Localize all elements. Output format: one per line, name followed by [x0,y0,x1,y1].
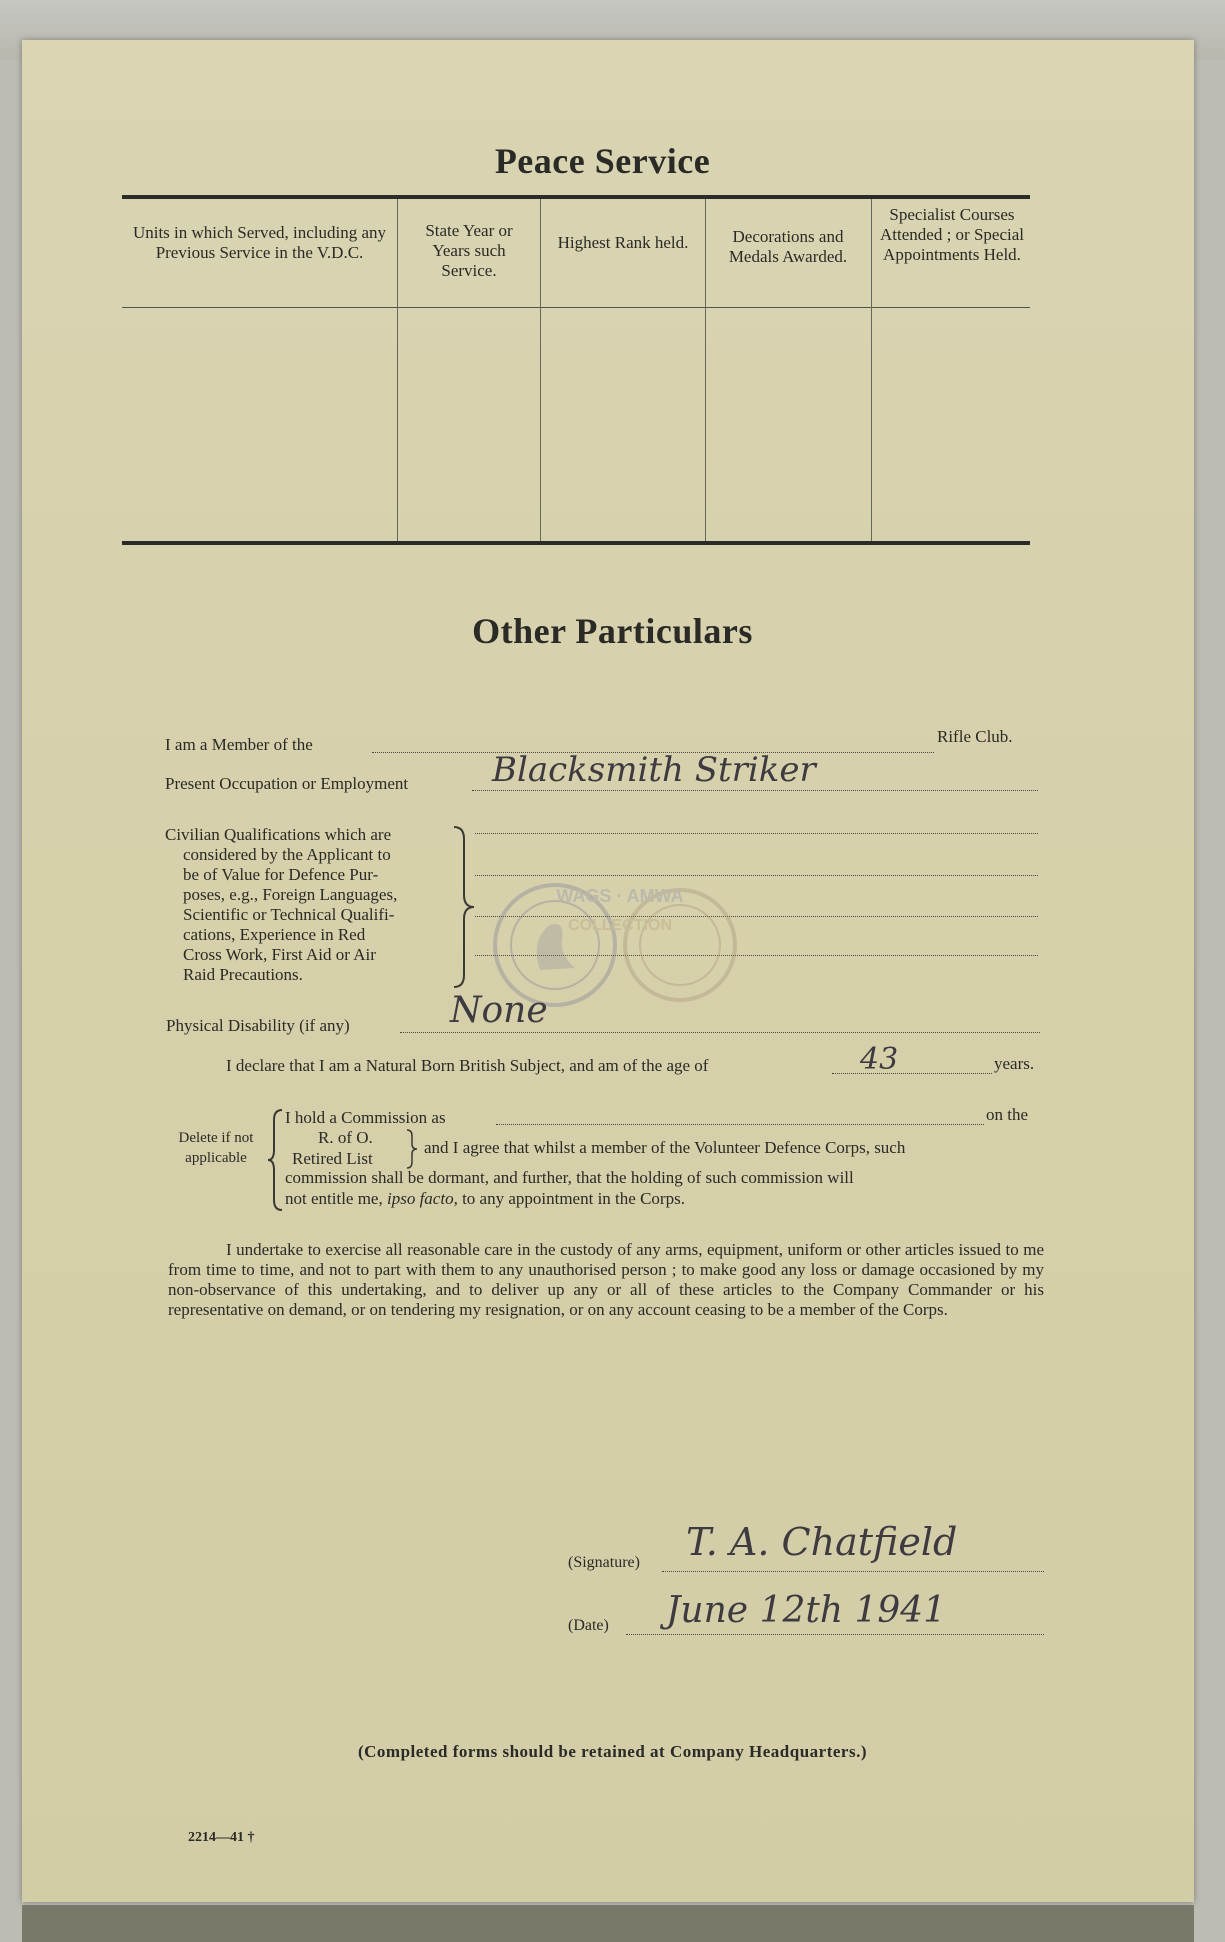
signature-handwritten: T. A. Chatfield [686,1520,958,1564]
column-header-decorations: Decorations and Medals Awarded. [728,227,848,266]
commission-dormant: commission shall be dormant, and further, that the holding of such commission will [285,1168,854,1187]
table-bottom-rule [122,541,1030,545]
retired-list-label: Retired List [292,1149,373,1168]
declaration-suffix: years. [994,1054,1035,1073]
signature-field[interactable] [662,1571,1044,1572]
member-label: I am a Member of the [165,735,313,754]
commission-field[interactable] [496,1124,984,1125]
qualifications-line: be of Value for Defence Pur- [183,865,379,884]
disability-handwritten: None [450,990,548,1031]
column-header-units: Units in which Served, including any Previous Service in the V.D.C. [132,223,387,262]
undertaking-paragraph [168,1240,1044,1320]
table-top-rule [122,195,1030,199]
footer-note: (Completed forms should be retained at Company Headquarters.) [357,1742,867,1761]
column-header-years: State Year or Years such Service. [425,221,513,280]
entitlement-suffix: , to any appointment in the Corps. [453,1189,685,1208]
commission-suffix: on the [986,1105,1029,1124]
date-field[interactable] [626,1634,1044,1635]
delete-note: Delete if not applicable [178,1130,254,1166]
column-header-rank: Highest Rank held. [557,233,689,252]
stamp-text-mid: COLLECTION [568,917,672,934]
qualifications-line: Scientific or Technical Qualifi- [183,905,395,924]
qualifications-field-line[interactable] [475,875,1038,876]
qualifications-line: cations, Experience in Red [183,925,366,944]
signature-label: (Signature) [568,1554,640,1571]
declaration-label: I declare that I am a Natural Born British Subject, and am of the age of [226,1056,709,1075]
commission-entitlement [285,1189,685,1209]
peace-service-table [122,195,1030,545]
undertaking-text: I undertake to exercise all reasonable care in the custody of any arms, equipment, uniform or other articles issued to me from time to time, and not to part with them to any unauthorised person ; to make good any loss or damage occasioned by my non-observance of this undertaking, and to deliver up any or all of these articles to the Company Commander or his representative on demand, or on tendering my resignation, or on any account ceasing to be a member of the Corps. [168,1240,1044,1319]
member-suffix: Rifle Club. [937,727,1013,746]
other-particulars-title: Other Particulars [472,611,753,651]
stamp-text-top: WAGS · AMWA [556,886,684,906]
age-handwritten: 43 [860,1042,899,1077]
qualifications-label [165,825,455,985]
table-header-rule [122,307,1030,308]
column-header-specialist: Specialist Courses Attended ; or Special Appointments Held. [880,205,1024,264]
qualifications-line: Cross Work, First Aid or Air [183,945,376,964]
qualifications-line: poses, e.g., Foreign Languages, [183,885,398,904]
qualifications-line: considered by the Applicant to [183,845,391,864]
age-field[interactable] [832,1073,992,1074]
column-divider [397,199,398,541]
ipso-facto-text: ipso facto [386,1189,454,1208]
commission-agreement: and I agree that whilst a member of the Volunteer Defence Corps, such [424,1138,906,1157]
peace-service-title: Peace Service [494,141,711,181]
column-divider [705,199,706,541]
scan-bottom-edge [22,1905,1194,1942]
occupation-field[interactable] [472,790,1038,791]
occupation-handwritten: Blacksmith Striker [492,750,816,790]
date-handwritten: June 12th 1941 [666,1590,947,1631]
qualifications-line: Civilian Qualifications which are [165,825,392,844]
form-code: 2214—41 † [188,1830,255,1845]
entitlement-text: not entitle me, [285,1189,383,1208]
column-divider [871,199,872,541]
disability-label: Physical Disability (if any) [166,1016,350,1035]
occupation-label: Present Occupation or Employment [165,774,409,793]
qualifications-field-line[interactable] [475,833,1038,834]
qualifications-line: Raid Precautions. [183,965,303,984]
ro-label: R. of O. [318,1128,373,1147]
column-divider [540,199,541,541]
qualifications-brace [452,825,478,990]
commission-brace [266,1108,286,1212]
ro-brace [405,1128,419,1170]
disability-field[interactable] [400,1032,1040,1033]
date-label: (Date) [568,1617,609,1634]
commission-label: I hold a Commission as [285,1108,446,1127]
